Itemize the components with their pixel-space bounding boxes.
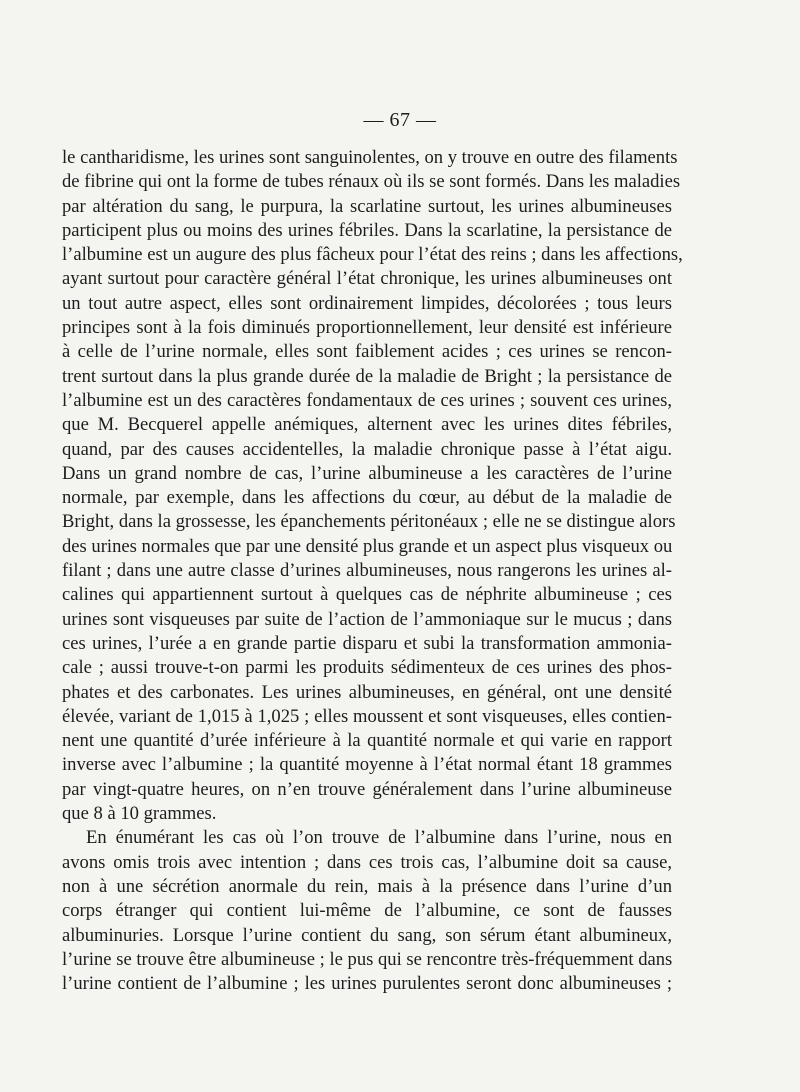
- text-line: phates et des carbonates. Les urines albumineuses, en général, ont une densité: [62, 681, 672, 703]
- text-line: ayant surtout pour caractère général l’état chronique, les urines albumineuses ont: [62, 268, 672, 290]
- text-line: non à une sécrétion anormale du rein, mais à la présence dans l’urine d’un: [62, 875, 672, 897]
- text-line: normale, par exemple, dans les affections du cœur, au début de la maladie de: [62, 487, 672, 509]
- text-line: inverse avec l’albumine ; la quantité moyenne à l’état normal étant 18 grammes: [62, 754, 672, 776]
- text-line: ces urines, l’urée a en grande partie disparu et subi la transformation ammonia-: [62, 632, 672, 654]
- text-line: l’urine se trouve être albumineuse ; le pus qui se rencontre très-fréquemment dans: [62, 948, 673, 970]
- text-line: urines sont visqueuses par suite de l’action de l’ammoniaque sur le mucus ; dans: [62, 608, 672, 630]
- text-line: élevée, variant de 1,015 à 1,025 ; elles moussent et sont visqueuses, elles contien-: [62, 705, 672, 727]
- text-line: cale ; aussi trouve-t-on parmi les produits sédimenteux de ces urines des phos-: [62, 657, 672, 679]
- text-line: principes sont à la fois diminués proportionnellement, leur densité est inférieure: [62, 317, 672, 339]
- text-line: à celle de l’urine normale, elles sont faiblement acides ; ces urines se rencon-: [62, 341, 672, 363]
- page-number: — 67 —: [363, 109, 437, 131]
- text-line: Bright, dans la grossesse, les épanchements péritonéaux ; elle ne se distingue alors: [62, 511, 676, 533]
- text-line: quand, par des causes accidentelles, la maladie chronique passe à l’état aigu.: [62, 438, 672, 460]
- text-line: corps étranger qui contient lui-même de l’albumine, ce sont de fausses: [62, 900, 672, 922]
- text-line: l’albumine est un des caractères fondamentaux de ces urines ; souvent ces urines,: [62, 389, 672, 411]
- text-line: Dans un grand nombre de cas, l’urine albumineuse a les caractères de l’urine: [62, 462, 672, 484]
- text-line: trent surtout dans la plus grande durée de la maladie de Bright ; la persistance de: [62, 365, 672, 387]
- text-line: calines qui appartiennent surtout à quelques cas de néphrite albumineuse ; ces: [62, 584, 672, 606]
- text-line: participent plus ou moins des urines fébriles. Dans la scarlatine, la persistance de: [62, 219, 672, 241]
- text-line: filant ; dans une autre classe d’urines albumineuses, nous rangerons les urines al-: [62, 560, 672, 582]
- text-line: l’albumine est un augure des plus fâcheux pour l’état des reins ; dans les affections,: [62, 244, 683, 266]
- text-line: l’urine contient de l’albumine ; les urines purulentes seront donc albumineuses ;: [62, 973, 672, 995]
- body-text: [62, 146, 683, 996]
- text-line: de fibrine qui ont la forme de tubes rénaux où ils se sont formés. Dans les maladies: [62, 171, 681, 193]
- text-line: En énumérant les cas où l’on trouve de l’albumine dans l’urine, nous en: [86, 827, 672, 849]
- text-line: par vingt-quatre heures, on n’en trouve généralement dans l’urine albumineuse: [62, 778, 672, 800]
- text-line: que 8 à 10 grammes.: [62, 803, 217, 825]
- text-line: nent une quantité d’urée inférieure à la quantité normale et qui varie en rapport: [62, 730, 672, 752]
- text-line: par altération du sang, le purpura, la scarlatine surtout, les urines albumineuses: [62, 195, 672, 217]
- text-line: avons omis trois avec intention ; dans ces trois cas, l’albumine doit sa cause,: [62, 851, 672, 873]
- text-line: des urines normales que par une densité plus grande et un aspect plus visqueux ou: [62, 535, 673, 557]
- text-line: albuminuries. Lorsque l’urine contient du sang, son sérum étant albumineux,: [62, 924, 672, 946]
- text-line: un tout autre aspect, elles sont ordinairement limpides, décolorées ; tous leurs: [62, 292, 672, 314]
- text-line: que M. Becquerel appelle anémiques, alternent avec les urines dites fébriles,: [62, 414, 672, 436]
- text-line: le cantharidisme, les urines sont sanguinolentes, on y trouve en outre des filaments: [62, 147, 678, 168]
